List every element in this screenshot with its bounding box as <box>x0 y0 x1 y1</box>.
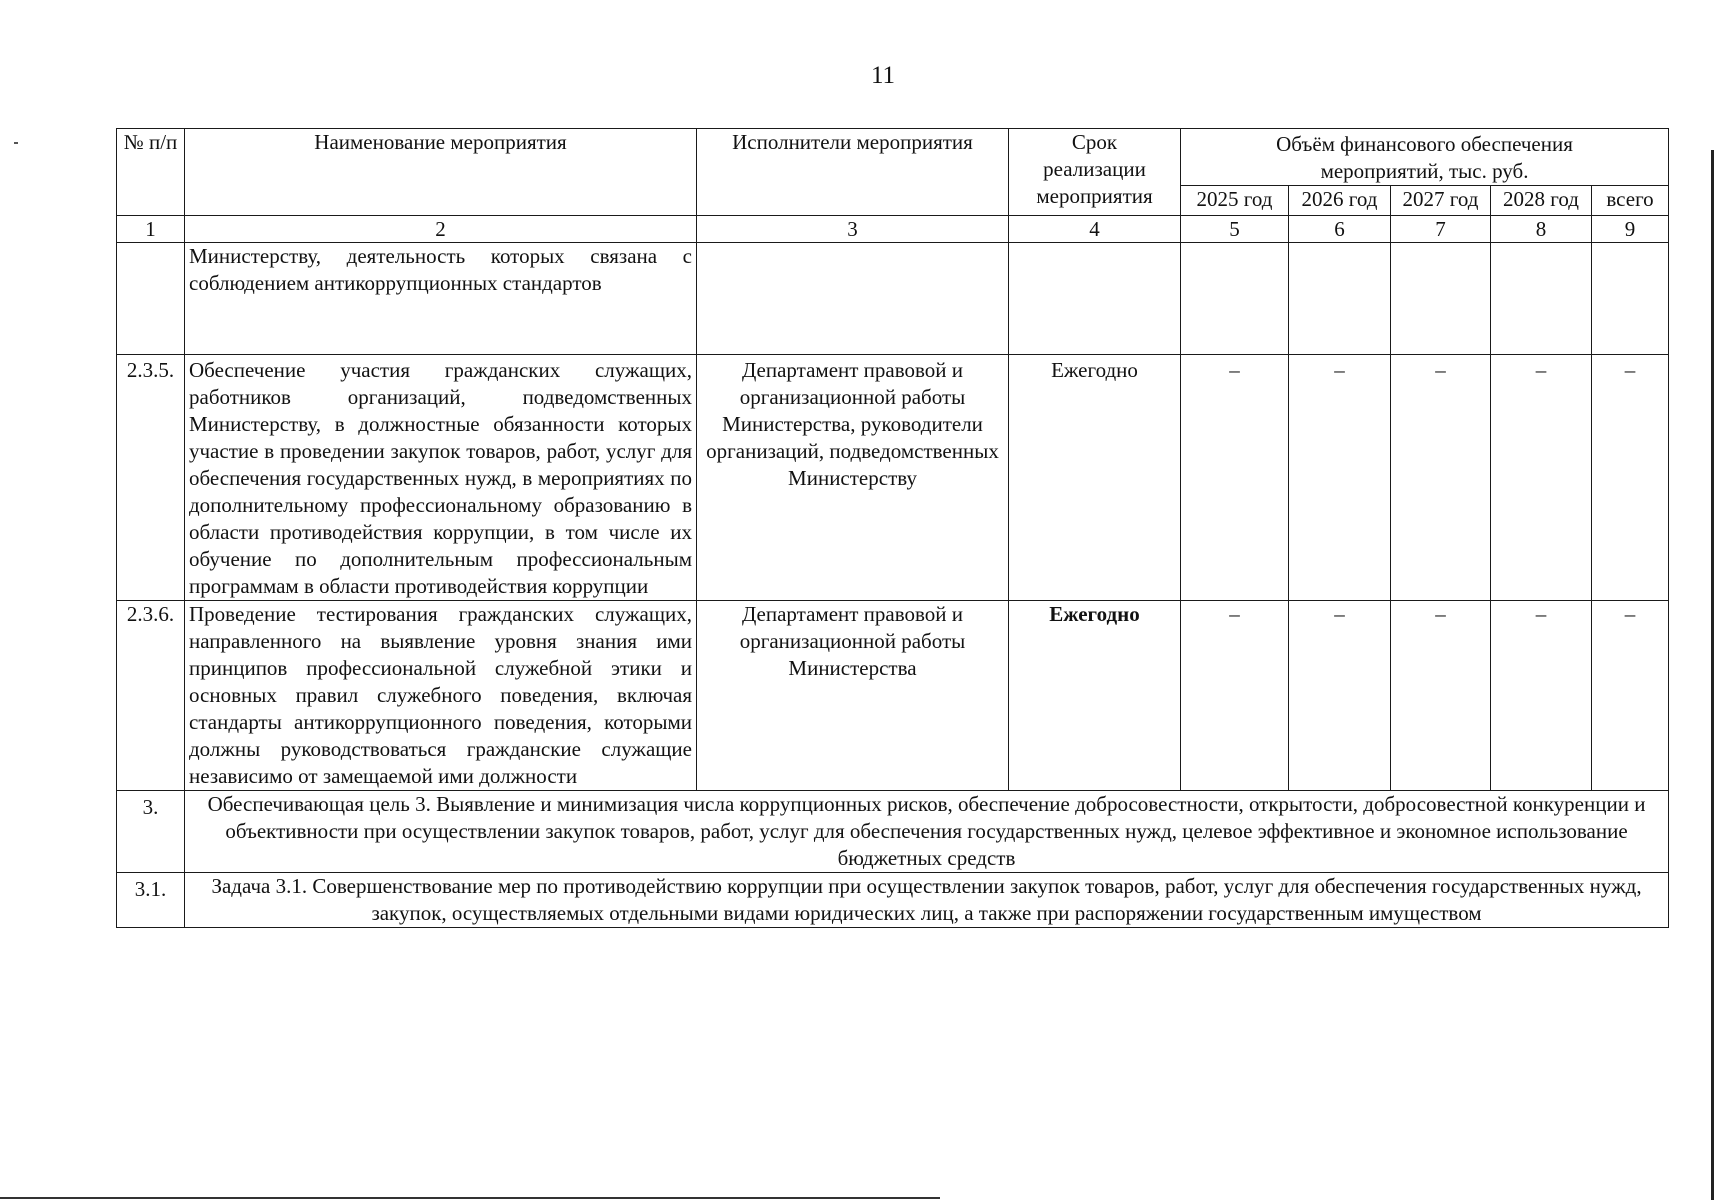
row-name: Проведение тестирования гражданских служащих, направленного на выявление уровня знания ими принципов профессиональной служебной этики и основных правил служебного поведения, включая стандарты антикоррупционного поведения, которыми должны руководствоваться гражданские служащие независимо от замещаемой ими должности <box>185 601 697 791</box>
row-term: Ежегодно <box>1009 355 1181 601</box>
index-cell: 6 <box>1289 216 1391 243</box>
action-plan-table <box>116 128 1669 928</box>
row-executors <box>697 243 1009 355</box>
row-value-2028: – <box>1491 601 1592 791</box>
row-name: Обеспечение участия гражданских служащих, работников организаций, подведомственных Министерству, в должностные обязанности которых участие в проведении закупок товаров, работ, услуг для обеспечения государственных нужд, в мероприятиях по дополнительному профессиональному образованию в области противодействия коррупции, в том числе их обучение по дополнительным профессиональным программам в области противодействия коррупции <box>185 355 697 601</box>
index-cell: 3 <box>697 216 1009 243</box>
row-term <box>1009 243 1181 355</box>
page-number: 11 <box>870 62 896 89</box>
task-row <box>117 873 1669 928</box>
row-name: Министерству, деятельность которых связана с соблюдением антикоррупционных стандартов <box>185 243 697 355</box>
index-cell: 2 <box>185 216 697 243</box>
scan-edge-line <box>1711 150 1714 1200</box>
row-term: Ежегодно <box>1009 601 1181 791</box>
row-value-2027: – <box>1391 355 1491 601</box>
row-executors: Департамент правовой и организационной работы Министерства <box>697 601 1009 791</box>
header-finance: Объём финансового обеспечения мероприятий, тыс. руб. <box>1181 129 1669 186</box>
row-number <box>117 243 185 355</box>
row-executors: Департамент правовой и организационной работы Министерства, руководители организаций, подведомственных Министерству <box>697 355 1009 601</box>
row-value-2025: – <box>1181 601 1289 791</box>
header-year-2025: 2025 год <box>1181 186 1289 216</box>
header-term: Срок реализации мероприятия <box>1009 129 1181 216</box>
row-number: 2.3.6. <box>117 601 185 791</box>
header-row <box>117 129 1669 158</box>
goal-row <box>117 791 1669 873</box>
row-value-2028 <box>1491 243 1592 355</box>
header-year-2027: 2027 год <box>1391 186 1491 216</box>
table-row <box>117 601 1669 791</box>
goal-number: 3. <box>117 791 185 873</box>
table-row <box>117 243 1669 355</box>
index-cell: 7 <box>1391 216 1491 243</box>
header-total: всего <box>1592 186 1669 216</box>
row-value-2027 <box>1391 243 1491 355</box>
header-year-2026: 2026 год <box>1289 186 1391 216</box>
table-row <box>117 355 1669 601</box>
scan-speck <box>14 142 18 144</box>
row-value-2025: – <box>1181 355 1289 601</box>
column-index-row <box>117 216 1669 243</box>
row-value-total <box>1592 243 1669 355</box>
index-cell: 4 <box>1009 216 1181 243</box>
bottom-rule <box>0 1197 940 1199</box>
row-value-2026: – <box>1289 601 1391 791</box>
row-value-2026: – <box>1289 355 1391 601</box>
header-executors: Исполнители мероприятия <box>697 129 1009 216</box>
header-num: № п/п <box>117 129 185 216</box>
row-value-total: – <box>1592 355 1669 601</box>
index-cell: 1 <box>117 216 185 243</box>
header-year-2028: 2028 год <box>1491 186 1592 216</box>
index-cell: 8 <box>1491 216 1592 243</box>
row-value-2026 <box>1289 243 1391 355</box>
goal-text: Обеспечивающая цель 3. Выявление и минимизация числа коррупционных рисков, обеспечение добросовестности, открытости, добросовестной конкуренции и объективности при осуществлении закупок товаров, работ, услуг для обеспечения государственных нужд, целевое эффективное и экономное использование бюджетных средств <box>185 791 1669 873</box>
row-value-2028: – <box>1491 355 1592 601</box>
row-value-2027: – <box>1391 601 1491 791</box>
task-number: 3.1. <box>117 873 185 928</box>
index-cell: 5 <box>1181 216 1289 243</box>
index-cell: 9 <box>1592 216 1669 243</box>
row-number: 2.3.5. <box>117 355 185 601</box>
row-value-2025 <box>1181 243 1289 355</box>
row-value-total: – <box>1592 601 1669 791</box>
header-name: Наименование мероприятия <box>185 129 697 216</box>
task-text: Задача 3.1. Совершенствование мер по противодействию коррупции при осуществлении закупок товаров, работ, услуг для обеспечения государственных нужд, закупок, осуществляемых отдельными видами юридических лиц, а также при распоряжении государственным имуществом <box>185 873 1669 928</box>
